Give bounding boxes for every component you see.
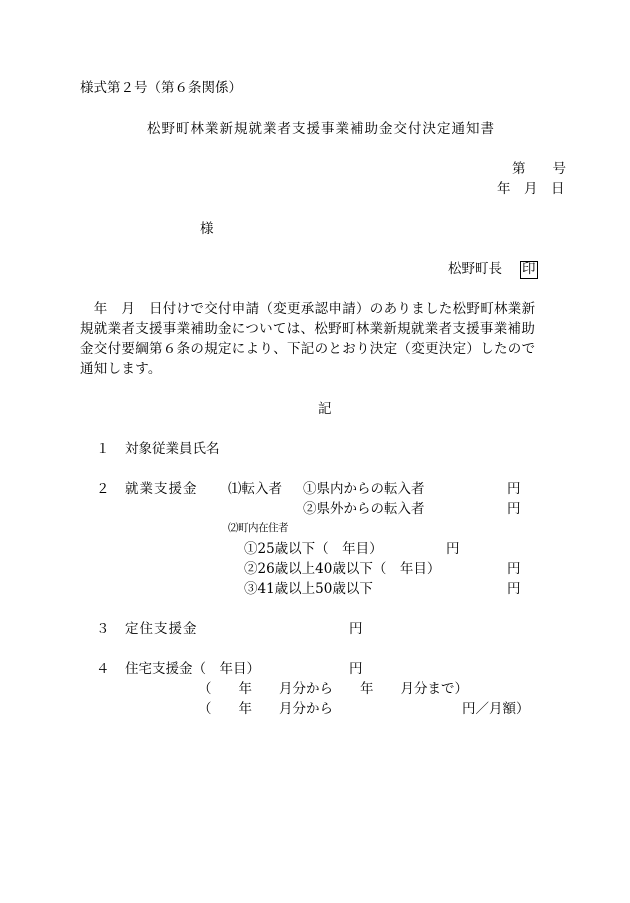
form-number-label: 様式第２号（第６条関係）: [80, 80, 242, 96]
item2-sub1-a: ①県内からの転入者: [303, 481, 425, 497]
item2-sub2-label: ⑵町内在住者: [228, 522, 288, 534]
item2-sub1-a-yen: 円: [507, 481, 521, 497]
body-line-2: 規就業者支援事業補助金については、松野町林業新規就業者支援事業補助: [80, 321, 536, 337]
item2-sub1-b: ②県外からの転入者: [303, 501, 425, 517]
body-line-3: 金交付要綱第６条の規定により、下記のとおり決定（変更決定）したので: [80, 341, 536, 357]
seal-mark: 印: [522, 261, 536, 277]
item3-number: ３: [96, 621, 110, 637]
document-date: 年 月 日: [497, 181, 565, 197]
item4-period-line: （ 年 月分から 年 月分まで）: [198, 681, 468, 697]
item2-sub1-label: ⑴転入者: [228, 481, 282, 497]
item1-label: 対象従業員氏名: [125, 441, 220, 457]
item4-monthly-amount: 円／月額）: [462, 701, 530, 717]
item2-sub2-b: ②26歳以上40歳以下（ 年目）: [244, 561, 441, 577]
item3-label: 定住支援金: [125, 621, 198, 637]
item2-number: ２: [96, 481, 110, 497]
body-line-1: 年 月 日付けで交付申請（変更承認申請）のありました松野町林業新: [80, 301, 536, 317]
item2-label: 就業支援金: [125, 481, 198, 497]
item4-monthly-line: （ 年 月分から: [198, 701, 333, 717]
item3-yen: 円: [349, 621, 363, 637]
item4-label: 住宅支援金（ 年目）: [125, 661, 260, 677]
item2-sub2-a: ①25歳以下（ 年目）: [244, 541, 383, 557]
issuer-name: 松野町長: [448, 261, 502, 277]
body-line-4: 通知します。: [80, 361, 162, 377]
item2-sub2-c: ③41歳以上50歳以下: [244, 581, 373, 597]
addressee-suffix: 様: [200, 221, 214, 237]
document-number: 第 号: [512, 161, 566, 177]
item4-number: ４: [96, 661, 110, 677]
item2-sub1-b-yen: 円: [507, 501, 521, 517]
item2-sub2-b-yen: 円: [507, 561, 521, 577]
item2-sub2-a-yen: 円: [446, 541, 460, 557]
item2-sub2-c-yen: 円: [507, 581, 521, 597]
document-title: 松野町林業新規就業者支援事業補助金交付決定通知書: [147, 121, 495, 137]
item4-yen: 円: [349, 661, 363, 677]
ki-heading: 記: [318, 401, 332, 417]
item1-number: １: [96, 441, 110, 457]
